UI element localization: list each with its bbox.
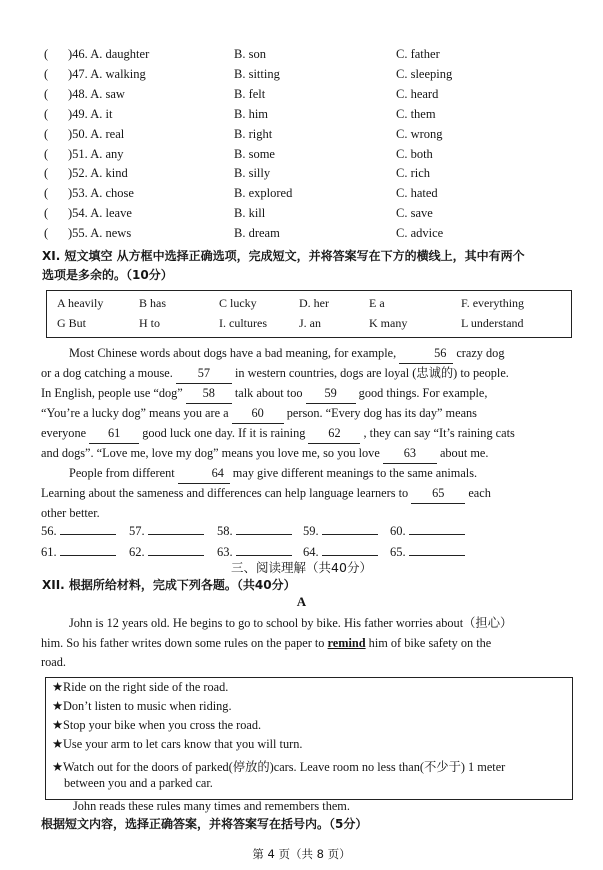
option-a: )53. A. chose: [68, 186, 134, 200]
rule-item: ★Watch out for the doors of parked(停放的)cars. Leave room no less than(不少于) 1 meter: [52, 760, 506, 774]
passage-line: [41, 343, 561, 364]
rule-item: between you and a parked car.: [64, 776, 213, 790]
passage-text: Most Chinese words about dogs have a bad meaning, for example,: [69, 346, 397, 360]
answer-paren: (: [44, 87, 49, 101]
rule-item: ★Ride on the right side of the road.: [52, 680, 229, 694]
passage-text: everyone: [41, 426, 87, 440]
answer-line[interactable]: [129, 522, 204, 539]
option-b: B. dream: [234, 226, 280, 240]
box-option: H to: [139, 316, 160, 330]
option-c: C. wrong: [396, 127, 443, 141]
mc-row: [44, 166, 564, 185]
option-b: B. silly: [234, 166, 271, 180]
passage-text: , they can say “It’s raining cats: [363, 426, 515, 440]
passage-text: other better.: [41, 506, 100, 520]
option-b: B. kill: [234, 206, 266, 220]
answer-blank[interactable]: [236, 543, 292, 556]
passage-text: road.: [41, 655, 66, 669]
passage-line: [41, 363, 561, 384]
option-a: )55. A. news: [68, 226, 132, 240]
option-a: )46. A. daughter: [68, 47, 150, 61]
passage-text: or a dog catching a mouse.: [41, 366, 173, 380]
passage-line: [41, 403, 561, 424]
answer-line[interactable]: [390, 522, 465, 539]
answer-line[interactable]: [217, 522, 292, 539]
option-b: B. felt: [234, 87, 266, 101]
answer-label: 62.: [129, 545, 145, 559]
box-option: B has: [139, 296, 166, 310]
box-option: G But: [57, 316, 87, 330]
answer-blank[interactable]: [236, 522, 292, 535]
option-c: C. save: [396, 206, 433, 220]
option-a: )50. A. real: [68, 127, 125, 141]
option-a: )49. A. it: [68, 107, 113, 121]
mc-row: [44, 206, 564, 225]
passage-text: about me.: [439, 446, 489, 460]
mc-row: [44, 67, 564, 86]
answer-paren: (: [44, 206, 49, 220]
blank-61: 61: [89, 423, 139, 444]
option-c: C. both: [396, 147, 433, 161]
box-option: J. an: [299, 316, 321, 330]
answer-label: 56.: [41, 524, 57, 538]
blank-65: 65: [411, 483, 465, 504]
box-option: C lucky: [219, 296, 257, 310]
rule-item: ★Use your arm to let cars know that you will turn.: [52, 737, 303, 751]
blank-58: 58: [186, 383, 232, 404]
answer-blank[interactable]: [409, 543, 465, 556]
option-c: C. hated: [396, 186, 438, 200]
blank-60: 60: [232, 403, 284, 424]
passage-a-line: [41, 652, 561, 672]
answer-blank[interactable]: [60, 522, 116, 535]
passage-text: good things. For example,: [358, 386, 488, 400]
answer-blank[interactable]: [148, 522, 204, 535]
passage-text: good luck one day. If it is raining: [142, 426, 306, 440]
passage-text: each: [468, 486, 491, 500]
answer-blank[interactable]: [322, 543, 378, 556]
section-11-subheading: 选项是多余的。（10分）: [42, 268, 173, 282]
passage-text: person. “Every dog has its day” means: [286, 406, 477, 420]
option-b: B. right: [234, 127, 273, 141]
blank-63: 63: [383, 443, 437, 464]
answer-label: 63.: [217, 545, 233, 559]
answer-paren: (: [44, 186, 49, 200]
box-option: K many: [369, 316, 408, 330]
passage-a-letter: A: [296, 594, 307, 609]
passage-line: [41, 503, 561, 523]
answer-label: 57.: [129, 524, 145, 538]
passage-line: [41, 383, 561, 404]
answer-label: 64.: [303, 545, 319, 559]
option-b: B. sitting: [234, 67, 280, 81]
answer-blank[interactable]: [322, 522, 378, 535]
passage-text: In English, people use “dog”: [41, 386, 183, 400]
box-option: L understand: [461, 316, 524, 330]
box-option: A heavily: [57, 296, 104, 310]
option-c: C. sleeping: [396, 67, 453, 81]
blank-64: 64: [178, 463, 230, 484]
passage-text: Learning about the sameness and differences can help language learners to: [41, 486, 409, 500]
passage-a-line: [41, 633, 561, 653]
passage-text: crazy dog: [456, 346, 505, 360]
answer-paren: (: [44, 127, 49, 141]
mc-row: [44, 147, 564, 166]
option-b: B. explored: [234, 186, 293, 200]
box-option: E a: [369, 296, 385, 310]
option-c: C. them: [396, 107, 436, 121]
section-11-heading: XI. 短文填空 从方框中选择正确选项，完成短文，并将答案写在下方的横线上，其中有两个: [42, 249, 525, 263]
answer-paren: (: [44, 166, 49, 180]
passage-text: John is 12 years old. He begins to go to school by bike. His father worries about（担心）: [69, 616, 513, 630]
answer-label: 60.: [390, 524, 406, 538]
passage-text: and dogs”. “Love me, love my dog” means you love me, so you love: [41, 446, 380, 460]
blank-62: 62: [308, 423, 360, 444]
after-rules-text: John reads these rules many times and remembers them.: [73, 799, 350, 813]
part-3-title: 三、阅读理解（共40分）: [231, 560, 372, 575]
box-option: I. cultures: [219, 316, 267, 330]
answer-label: 65.: [390, 545, 406, 559]
box-option: F. everything: [461, 296, 525, 310]
answer-paren: (: [44, 147, 49, 161]
blank-57: 57: [176, 363, 232, 384]
answer-line[interactable]: [41, 522, 116, 539]
answer-label: 61.: [41, 545, 57, 559]
page-footer: 第 4 页（共 8 页）: [252, 847, 351, 861]
answer-line[interactable]: [303, 522, 378, 539]
rules-box: [45, 677, 573, 800]
answer-blank[interactable]: [409, 522, 465, 535]
blank-59: 59: [306, 383, 356, 404]
rule-item: ★Stop your bike when you cross the road.: [52, 718, 262, 732]
option-b: B. some: [234, 147, 275, 161]
mc-row: [44, 226, 564, 245]
passage-text: him. So his father writes down some rules on the paper to: [41, 636, 325, 650]
passage-text: may give different meanings to the same animals.: [232, 466, 478, 480]
box-option: D. her: [299, 296, 329, 310]
blank-56: 56: [399, 343, 453, 364]
answer-label: 58.: [217, 524, 233, 538]
answer-paren: (: [44, 226, 49, 240]
passage-text: in western countries, dogs are loyal (忠诚的) to people.: [234, 366, 509, 380]
mc-row: [44, 87, 564, 106]
option-c: C. father: [396, 47, 440, 61]
mc-row: [44, 186, 564, 205]
answer-label: 59.: [303, 524, 319, 538]
option-a: )54. A. leave: [68, 206, 132, 220]
passage-line: [41, 443, 561, 464]
option-a: )47. A. walking: [68, 67, 146, 81]
section-12-heading: XII. 根据所给材料，完成下列各题。（共40分）: [42, 578, 296, 592]
option-a: )48. A. saw: [68, 87, 125, 101]
option-c: C. heard: [396, 87, 439, 101]
option-c: C. rich: [396, 166, 431, 180]
mc-row: [44, 107, 564, 126]
passage-line: [41, 483, 561, 504]
option-b: B. him: [234, 107, 269, 121]
passage-text: him of bike safety on the: [368, 636, 492, 650]
passage-a-line: [41, 613, 561, 633]
passage-text: talk about too: [234, 386, 303, 400]
answer-blank[interactable]: [60, 543, 116, 556]
option-a: )52. A. kind: [68, 166, 128, 180]
passage-line: [41, 463, 561, 484]
remind-word: remind: [327, 636, 366, 650]
option-c: C. advice: [396, 226, 444, 240]
option-a: )51. A. any: [68, 147, 124, 161]
passage-line: [41, 423, 561, 444]
passage-text: People from different: [69, 466, 175, 480]
rule-item: ★Don’t listen to music when riding.: [52, 699, 232, 713]
answer-paren: (: [44, 107, 49, 121]
mc-row: [44, 47, 564, 66]
option-b: B. son: [234, 47, 266, 61]
passage-text: “You’re a lucky dog” means you are a: [41, 406, 229, 420]
answer-blank[interactable]: [148, 543, 204, 556]
mc-row: [44, 127, 564, 146]
options-box: [46, 290, 572, 338]
answer-paren: (: [44, 47, 49, 61]
answer-paren: (: [44, 67, 49, 81]
question-instruction: 根据短文内容，选择正确答案，并将答案写在括号内。（5分）: [41, 817, 368, 831]
